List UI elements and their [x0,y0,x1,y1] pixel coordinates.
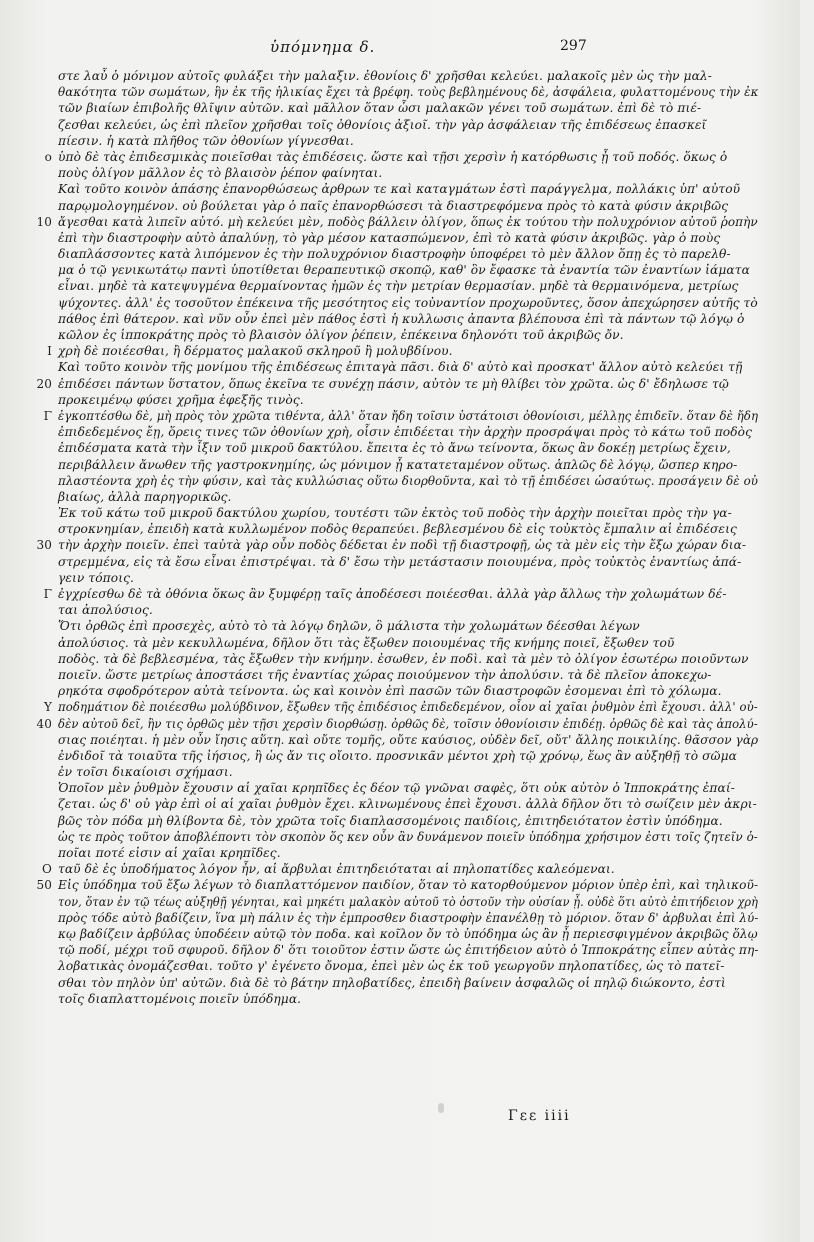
text-line [58,117,758,133]
line-text: Ὁποῖον μὲν ῥυθμὸν ἔχουσιν αἱ χαῖαι κρηπῖδες ἐς δέον τῷ γνῶναι σαφὲς, ὅτι οὐκ αὐτὸν ὁ Ἱπποκράτης ἐπαί- [58,781,735,796]
line-text: Καὶ τοῦτο κοινὸν ἁπάσης ἐπανορθώσεως ἀρθρων τε καὶ καταγμάτων ἐστὶ παράγγελμα, πολλάκις ὑπ' αὐτοῦ [58,182,741,197]
text-line [36,537,758,553]
text-line [58,570,758,586]
text-block [36,68,759,1007]
text-line [58,894,758,910]
text-line [58,942,758,958]
line-text: ὡς τε πρὸς τοῦτον ἀποβλέποντι τὸν σκοπὸν ὅς κεν οὖν ἂν δυνάμενον ποιεῖν ὑπόδημα χρήσιμον ἐστι τοῖς ζητεῖν ὁ- [58,829,758,844]
text-line [58,602,758,618]
text-line [58,359,758,375]
text-line [58,440,758,456]
text-line [58,764,758,780]
line-text: ἐγχρίεσθω δὲ τὰ ὀθόνια ὅκως ἂν ξυμφέρῃ ταῖς ἀποδέσεσι ποιέεσθαι. ἀλλὰ γὰρ ἄλλως τὴν χολωμάτων δέ- [58,587,727,601]
page-number: 297 [560,38,587,54]
line-text: Ἐκ τοῦ κάτω τοῦ μικροῦ δακτύλου χωρίου, τουτέστι τῶν ἐκτὸς τοῦ ποδὸς τὴν ἀρχὴν ποιεῖται πρὸς τὴν γα- [58,506,732,521]
line-text: ἐπιδέσματα κατὰ τὴν ἶξιν τοῦ μικροῦ δακτύλου. ἔπειτα ἐς τὸ ἄνω τείνοντα, ὅκως ἂν δοκέῃ μετρίως ἔχειν, [58,441,731,456]
line-number: Υ [43,700,52,715]
line-text: ποδημάτιον δὲ ποιέεσθω μολύβδινον, ἔξωθεν τῆς ἐπιδέσιος ἐπιδεδεμένον, οἷον αἱ χαῖαι ῥυθμὸν ἐπὶ ἔχουσι. ἀλλ' οὐ- [58,700,758,715]
page-header [0,38,800,62]
text-line [58,262,758,278]
line-text: ποδὸς. τὰ δὲ βεβλεσμένα, τὰς ἔξωθεν τὴν κνήμην. ἐσωθεν, ἐν ποδὶ. καὶ τὰ μὲν τὸ ὀλίγον ἐσωτέρω ποιοῦντων [58,651,749,666]
line-text: διαπλάσσοντες κατὰ λιπόμενον ἐς τὴν πολυχρόνιον διαστροφὴν ὑποφέρει τὸ μὲν ἄλλον ὅπῃ ἐς τὸ παρελθ- [58,247,731,262]
line-text: πλαστέοντα χρὴ ἐς τὴν φύσιν, καὶ τὰς κυλλώσιας οὕτω διορθοῦντα, καὶ τὸ τῇ ἐπιδέσει ὡσαύτως. προσάγειν δὲ οὐ [58,473,759,488]
line-text: ποὺς ὀλίγον μᾶλλον ἐς τὸ βλαισὸν ῥέπον φαίνηται. [58,166,383,181]
line-text: ποῖαι ποτέ εἰσιν αἱ χαῖαι κρηπῖδες. [58,846,281,860]
line-text: ἐπιδέσει πάντων ὕστατον, ὅπως ἐκεῖνα τε συνέχῃ πάσιν, αὐτὸν τε μὴ θλίβει τὸν χρῶτα. ὡς δ' ἔδηλωσε τῷ [58,376,729,391]
line-text: ἐπιδεδεμένος ἔῃ, ὅρεις τινες τῶν ὀθονίων χρὴ, οἷσιν ἐπιδέεται τὴν ἀρχὴν προσράψαι πρὸς τὸ κάτω τοῦ ποδὸς [58,425,753,440]
line-text: ὑπὸ δὲ τὰς ἐπιδεσμικὰς ποιεῖσθαι τὰς ἐπιδέσεις. ὥστε καὶ τῇσι χερσὶν ἡ κατόρθωσις ᾖ τοῦ ποδός. ὅκως ὁ [58,149,728,164]
text-line [58,618,758,634]
line-text: βῶς τὸν πόδα μὴ θλίβοντα δὲ, τὸν χρῶτα τοῖς διαπλασσομένοις παιδίοις, ἐπιτηδειότατον ἐστὶν ὑπόδημα. [58,813,723,828]
text-line [58,796,758,812]
text-line [58,829,758,845]
line-text: ται ἀπολύσιος. [58,603,153,618]
text-line [58,457,758,473]
text-line [58,100,758,116]
line-text: γειν τόποις. [58,570,134,585]
line-text: ἐγκοπτέσθω δὲ, μὴ πρὸς τὸν χρῶτα τιθέντα, ἀλλ' ὅταν ἤδη τοῖσιν ὑστάτοισι ὀθονίοισι, μέλλῃς ἐπιδεῖν. ὅταν δὲ ἤδη [58,408,759,423]
text-line [58,392,758,408]
line-text: τον, ὅταν ἐν τῷ τέως αὐξηθῇ γένηται, καὶ μηκέτι μαλακὸν αὐτοῦ τὸ ὀστοῦν τὴν οὐσίαν ᾖ. οὐδὲ ὅτι αὐτὸ ἐπιτήδειον χρὴ [58,894,758,909]
line-text: τῶν βιαίων ἐπιβολῆς θλῖψιν αὐτῶν. καὶ μᾶλλον ὅταν ὦσι μαλακῶν γένει τοῦ σωμάτων. ἐπὶ δὲ τὸ πιέ- [58,101,702,116]
text-line [58,635,758,651]
line-text: ποιεῖν. ὥστε μετρίως ἀποστάσει τῆς ἐναντίας χώρας ποιούμενον τὴν ἀπολύσιν. τὰ δὲ πλεῖον ἀποκεχω- [58,667,712,682]
line-text: στρεμμένα, εἰς τὰ ἔσω εἶναι ἐπιστρέψαι. τὰ δ' ἔσω τὴν μετάστασιν ποιουμένα, πρὸς τοὐκτὸς ἐναντίως ἀπά- [58,554,742,569]
text-line [58,683,758,699]
text-line [58,198,758,214]
line-number: Ι [47,344,52,359]
running-head: ὑπόμνημα δ. [270,38,376,56]
line-text: χρὴ δὲ ποιέεσθαι, ἢ δέρματος μαλακοῦ σκληροῦ ἢ μολυβδίνου. [58,344,453,359]
text-line [42,861,758,877]
line-text: εἶναι. μηδὲ τὰ κατεψυγμένα θερμαίνοντας ἡμῶν ἐς τὴν μετρίαν θερμασίαν. μηδὲ τὰ θερμαινόμενα, μετρίως [58,279,739,294]
line-text: περιβάλλειν ἄνωθεν τῆς γαστροκνημίης, ὡς μόνιμον ᾖ κατατεταμένον οὕτως. ἁπλῶς δὲ λόγῳ, ὥσπερ κηρο- [58,457,738,472]
line-text: Καὶ τοῦτο κοινὸν τῆς μονίμου τῆς ἐπιδέσεως ἐπιταγὰ πᾶσι. διὰ δ' αὐτὸ καὶ προσκατ' ἄλλον αὐτὸ κελεύει τῇ [58,360,743,375]
text-line [58,68,758,84]
text-line [44,149,758,165]
text-line [58,473,758,489]
text-line [47,343,758,359]
line-text: ζεται. ὡς δ' οὐ γὰρ ἐπὶ οἱ αἱ χαῖαι ῥυθμὸν ἔχει. κλινωμένους ἐπεὶ ἔχουσι. ἀλλὰ δῆλον ὅτι τὸ σωίζειν μὲν ἀκρι- [58,797,757,812]
text-line [58,651,758,667]
line-text: πρὸς τόδε αὐτὸ βαδίζειν, ἵνα μὴ πάλιν ἐς τὴν ἐμπροσθεν διαστροφὴν ἐπανέλθῃ τὸ μόριον. ὅταν δ' ἀρβυλαι ἐπὶ λύ- [58,910,759,925]
text-line [58,311,758,327]
line-text: προκειμένῳ φύσει χρῆμα ἐφεξῆς τινὸς. [58,392,304,407]
line-text: θακότητα τῶν σωμάτων, ἣν ἐκ τῆς ἡλικίας ἔχει τὰ βρέφη. τοὺς βεβλημένους δὲ, ἀσφάλεια, φυλαττομένους τὴν ἐκ [58,85,759,100]
line-text: τὴν ἀρχὴν ποιεῖν. ἐπεὶ ταὐτὰ γὰρ οὖν ποδὸς δέδεται ἐν ποδὶ τῇ διαστροφῇ, ὡς τὰ μὲν εἰς τὴν ἔξω χώραν δια- [58,538,747,553]
line-text: Εἰς ὑπόδημα τοῦ ἔξω λέγων τὸ διαπλαττόμενον παιδίον, ὅταν τὸ κατορθούμενον μόριον ὑπὲρ ἐπὶ, καὶ τηλικοῦ- [58,878,759,893]
line-text: τοῖς διαπλαττομένοις ποιεῖν ὑπόδημα. [58,991,302,1006]
text-line [58,295,758,311]
line-text: μα ὁ τῷ γενικωτάτῳ παντὶ ὑποτίθεται θεραπευτικῷ σκοπῷ, καθ' ὃν ἔφασκε τὰ ἐναντία τῶν ἐναντίων ἰάματα [58,263,750,278]
line-text: πίεσιν. ἡ κατὰ πλῆθος τῶν ὀθονίων γίγνεσθαι. [58,133,354,148]
text-line [36,716,758,732]
line-number: ο [44,149,52,164]
text-line [58,780,758,796]
text-line [58,732,758,748]
text-line [58,246,758,262]
line-text: ρηκότα σφοδρότερον αὐτὰ τείνοντα. ὡς καὶ κοινὸν ἐπὶ πασῶν τῶν διαστροφῶν ἐσομεναι ἐπὶ τὸ χόλωμα. [58,684,722,699]
line-text: ζεσθαι κελεύει, ὡς ἐπὶ πλεῖον χρῆσθαι τοῖς ὀθονίοις ἀξιοῖ. τὴν γὰρ ἀσφάλειαν τῆς ἐπιδέσεως ἐπασκεῖ [58,117,707,132]
text-line [58,554,758,570]
line-number: 30 [36,538,52,553]
line-text: ἐνδιδοῖ τὰ τοιαῦτα τῆς ἰήσιος, ἢ ὡς ἄν τις οἴοιτο. προσνικᾶν μέντοι χρὴ τῷ χρόνῳ, ἕως ἂν αὐξηθῇ τὸ σῶμα [58,748,737,763]
line-text: στε λαὖ ὁ μόνιμον αὐτοῖς φυλάξει τὴν μαλαξιν. ἐθονίοις δ' χρῆσθαι κελεύει. μαλακοῖς μὲν ὡς τὴν μαλ- [58,69,712,83]
text-line [58,958,758,974]
text-line [58,278,758,294]
text-line [58,133,758,149]
text-line [58,910,758,926]
text-line [58,991,758,1007]
text-line [43,699,758,715]
text-line [43,586,758,602]
line-text: κῳ βαδίζειν ἀρβύλας ὑποδέειν αὐτῷ τὸν ποδα. καὶ κοῖλον ὄν τὸ ὑπόδημα ὡς ἂν ᾖ περιεσφιγμένον ἀκριβῶς ὅλῳ [58,926,758,941]
line-text: σιας ποιέηται. ἡ μὲν οὖν ἴησις αὕτη. καὶ οὔτε τομῆς, οὔτε καύσιος, οὐδὲν δεῖ, οὔτ' ἄλλης ποικιλίης. θᾶσσον γὰρ [58,732,759,747]
text-line [36,376,758,392]
text-line [58,505,758,521]
line-text: πάθος ἐπὶ θάτερον. καὶ νῦν οὖν ἐπεὶ μὲν πάθος ἐστὶ ἡ κυλλωσις ἀπαντα βλέπουσα ἐπὶ τὰ πάντων τῷ λόγῳ ὁ [58,311,745,326]
text-line [58,230,758,246]
line-text: παρῳμολογημένον. οὐ βούλεται γὰρ ὁ παῖς ἐπανορθώσεσι τὰ διαστρεφόμενα πρὸς τὸ κατὰ φύσιν ἀκριβῶς [58,198,729,213]
text-line [58,327,758,343]
text-line [58,165,758,181]
line-text: ἄγεσθαι κατὰ λιπεῖν αὐτό. μὴ κελεύει μὲν, ποδὸς βάλλειν ὀλίγον, ὅπως ἐκ τούτου τὴν πολυχρόνιον αὐτοῦ ῥοπὴν [58,214,758,229]
line-text: ἐν τοῖσι δικαίοισι σχήμασι. [58,765,233,780]
line-text: σθαι τὸν πηλὸν ὑπ' αὐτῶν. διὰ δὲ τὸ βάτην πηλοβατίδες, ἐπειδὴ βαίνειν ἀσφαλῶς οἱ πηλῷ διώκοντο, ἐστὶ [58,975,726,990]
line-text: ψύχοντες. ἀλλ' ἐς τοσοῦτον ἐπέκεινα τῆς μεσότητος εἰς τοὐναντίον προχωροῦντες, ὅσον ἀπεχώρησεν αὐτῆς τὸ [58,295,758,310]
line-number: 40 [36,716,52,731]
line-text: στροκνημίαν, ἐπειδὴ κατὰ κυλλωμένον ποδὸς θεραπεύει. βεβλεσμένου δὲ εἰς τοὐκτὸς ἔμπαλιν αἱ ἐπιδέσεις [58,522,737,537]
line-text: τῷ ποδί, μέχρι τοῦ σφυροῦ. δῆλον δ' ὅτι τοιοῦτον ἐστιν ὥστε ὡς ἐπιτήδειον αὐτὸ ὁ Ἱπποκράτης εἶπεν αὐτὰς πη- [58,943,759,958]
signature-mark: Γεε iiii [508,1108,571,1124]
line-text: ἀπολύσιος. τὰ μὲν κεκυλλωμένα, δῆλον ὅτι τὰς ἔξωθεν ποιουμένας τῆς κνήμης ποιεῖ, ἔξωθεν τοῦ [58,635,675,650]
text-line [58,424,758,440]
text-line [36,877,759,893]
line-text: λοβατικὰς ὀνομάζεσθαι. τοῦτο γ' ἐγένετο ὄνομα, ἐπεὶ μὲν ὡς ἐκ τοῦ γεωργοῦν πηλοπατίδες, ὡς τὸ πατεῖ- [58,959,725,974]
line-text: δὲν αὐτοῦ δεῖ, ἢν τις ὀρθῶς μὲν τῇσι χερσὶν διορθώσῃ. ὀρθῶς δὲ, τοῖσιν ὀθονίοισιν ἐπιδέῃ. ὀρθῶς δὲ καὶ τὰς ἀπολύ- [58,716,758,731]
text-line [58,667,758,683]
text-line [58,181,758,197]
text-line [36,214,758,230]
line-number: Ο [42,862,52,877]
text-line [58,748,758,764]
text-line [58,521,758,537]
text-line [58,813,758,829]
line-number: Γ [43,587,52,601]
text-line [58,845,758,861]
line-text: βιαίως, ἀλλὰ παρηγορικῶς. [58,489,232,504]
line-text: Ὅτι ὀρθῶς ἐπὶ προσεχὲς, αὐτὸ τὸ τὰ λόγῳ δηλῶν, ὃ μάλιστα τὴν χολωμάτων δέεσθαι λέγων [58,619,640,634]
line-text: ἐπὶ τὴν διαστροφὴν αὐτὸ ἀπαλύνῃ, τὸ γὰρ μέσον κατασπώμενον, ἐπὶ τὸ κατὰ φύσιν ἀκριβῶς. γὰρ ὁ ποὺς [58,230,721,245]
line-number: 10 [36,214,52,229]
line-number: 50 [36,878,52,893]
page-footer [0,1108,800,1128]
text-line [58,926,758,942]
line-text: κῶλον ἐς ἱπποκράτης πρὸς τὸ βλαισὸν ὀλίγον ῥέπειν, ἐπέκεινα δηλονότι τοῦ ἀκριβῶς ὄν. [58,328,624,342]
text-line [58,489,758,505]
line-number: 20 [36,376,52,391]
line-text: ταῦ δὲ ἐς ὑποδήματος λόγον ἦν, αἱ ἄρβυλαι ἐπιτηδειόταται αἱ πηλοπατίδες καλεόμεναι. [58,862,615,877]
text-line [58,84,758,100]
text-line [43,408,759,424]
line-number: Γ [43,408,52,423]
text-line [58,975,758,991]
